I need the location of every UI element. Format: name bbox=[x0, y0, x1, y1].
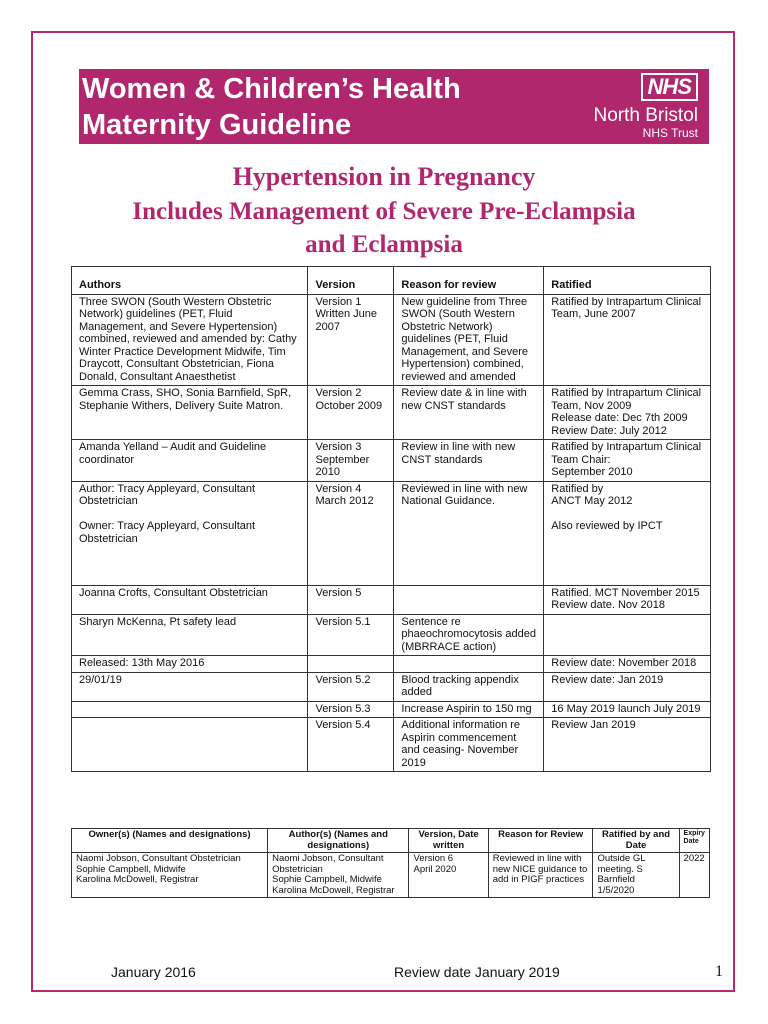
table-row bbox=[72, 656, 711, 673]
table-cell: Review date: November 2018 bbox=[544, 656, 711, 673]
table-cell: Version 6 April 2020 bbox=[409, 853, 488, 898]
column-header-authors: Authors bbox=[72, 267, 308, 295]
column-header-expiry: Expiry Date bbox=[679, 829, 709, 853]
table-cell: Review date & in line with new CNST standards bbox=[394, 386, 544, 440]
table-cell: Increase Aspirin to 150 mg bbox=[394, 701, 544, 718]
table-row bbox=[72, 585, 711, 614]
column-header-version-date: Version, Date written bbox=[409, 829, 488, 853]
table-cell: Version 5.4 bbox=[308, 718, 394, 772]
column-header-reason: Reason for review bbox=[394, 267, 544, 295]
table-cell: 29/01/19 bbox=[72, 672, 308, 701]
table-cell: Review in line with new CNST standards bbox=[394, 440, 544, 482]
banner-title-line1: Women & Children’s Health bbox=[82, 73, 461, 105]
table-cell bbox=[72, 718, 308, 772]
banner-title bbox=[82, 71, 461, 143]
table-cell: Ratified by Intrapartum Clinical Team Chair: September 2010 bbox=[544, 440, 711, 482]
page-number: 1 bbox=[715, 963, 723, 980]
current-version-table bbox=[71, 828, 710, 898]
column-header-ratified: Ratified bbox=[544, 267, 711, 295]
table-row bbox=[72, 481, 711, 585]
table-cell: Outside GL meeting. S Barnfield 1/5/2020 bbox=[593, 853, 679, 898]
table-cell: Reviewed in line with new National Guidance. bbox=[394, 481, 544, 585]
table-cell bbox=[544, 614, 711, 656]
table-cell bbox=[72, 701, 308, 718]
table-cell: Ratified by Intrapartum Clinical Team, June 2007 bbox=[544, 294, 711, 386]
table-cell: Version 4 March 2012 bbox=[308, 481, 394, 585]
document-title: Hypertension in Pregnancy bbox=[232, 162, 536, 191]
table-cell: Version 2 October 2009 bbox=[308, 386, 394, 440]
table-row bbox=[72, 853, 710, 898]
table-cell: Gemma Crass, SHO, Sonia Barnfield, SpR, Stephanie Withers, Delivery Suite Matron. bbox=[72, 386, 308, 440]
table-cell: Version 5.2 bbox=[308, 672, 394, 701]
table-cell: Version 5 bbox=[308, 585, 394, 614]
table-cell: Reviewed in line with new NICE guidance to add in PIGF practices bbox=[488, 853, 593, 898]
document-subtitle-line1: Includes Management of Severe Pre-Eclampsia bbox=[132, 198, 636, 225]
table-cell: Version 5.1 bbox=[308, 614, 394, 656]
document-subtitle-line2: and Eclampsia bbox=[305, 231, 463, 258]
table-cell: Review date: Jan 2019 bbox=[544, 672, 711, 701]
table-cell: Blood tracking appendix added bbox=[394, 672, 544, 701]
table-cell: Amanda Yelland – Audit and Guideline coordinator bbox=[72, 440, 308, 482]
version-history-table bbox=[71, 266, 711, 772]
column-header-owners: Owner(s) (Names and designations) bbox=[72, 829, 268, 853]
table-row bbox=[72, 672, 711, 701]
table-cell: Author: Tracy Appleyard, Consultant Obstetrician Owner: Tracy Appleyard, Consultant Obstetrician bbox=[72, 481, 308, 585]
table-cell bbox=[394, 656, 544, 673]
banner-title-line2: Maternity Guideline bbox=[82, 109, 352, 141]
header-banner bbox=[79, 69, 709, 144]
table-row bbox=[72, 701, 711, 718]
column-header-reason: Reason for Review bbox=[488, 829, 593, 853]
table-cell: Naomi Jobson, Consultant Obstetrician Sophie Campbell, Midwife Karolina McDowell, Registrar bbox=[72, 853, 268, 898]
column-header-ratified: Ratified by and Date bbox=[593, 829, 679, 853]
table-cell: Sentence re phaeochromocytosis added (MBRRACE action) bbox=[394, 614, 544, 656]
column-header-version: Version bbox=[308, 267, 394, 295]
table-row bbox=[72, 294, 711, 386]
table-cell: Released: 13th May 2016 bbox=[72, 656, 308, 673]
table-cell bbox=[308, 656, 394, 673]
table-cell bbox=[394, 585, 544, 614]
table-cell: Review Jan 2019 bbox=[544, 718, 711, 772]
table-cell: Three SWON (South Western Obstetric Network) guidelines (PET, Fluid Management, and Severe Hypertension) combined, reviewed and amended by: Cathy Winter Practice Development Midwife, Tim Draycott, Consultant Obstetrician, Fiona Donald, Consultant Anaesthetist bbox=[72, 294, 308, 386]
nhs-logo-org: North Bristol bbox=[593, 105, 698, 126]
table-cell: Version 3 September 2010 bbox=[308, 440, 394, 482]
nhs-logo-box: NHS bbox=[641, 73, 698, 101]
table-cell: Ratified by ANCT May 2012 Also reviewed by IPCT bbox=[544, 481, 711, 585]
nhs-logo-trust: NHS Trust bbox=[642, 126, 698, 140]
nhs-logo bbox=[593, 73, 698, 139]
table-cell: Ratified. MCT November 2015 Review date. Nov 2018 bbox=[544, 585, 711, 614]
table-header-row bbox=[72, 267, 711, 295]
table-cell: Version 5.3 bbox=[308, 701, 394, 718]
table-cell: Additional information re Aspirin commencement and ceasing- November 2019 bbox=[394, 718, 544, 772]
table-row bbox=[72, 440, 711, 482]
footer-review-date: Review date January 2019 bbox=[394, 964, 560, 980]
table-cell: 2022 bbox=[679, 853, 709, 898]
table-row bbox=[72, 386, 711, 440]
table-cell: 16 May 2019 launch July 2019 bbox=[544, 701, 711, 718]
column-header-authors: Author(s) (Names and designations) bbox=[268, 829, 409, 853]
table-cell: New guideline from Three SWON (South Western Obstetric Network) guidelines (PET, Fluid Management, and Severe Hypertension) combined, reviewed and amended bbox=[394, 294, 544, 386]
footer-date: January 2016 bbox=[111, 964, 196, 980]
table-cell: Version 1 Written June 2007 bbox=[308, 294, 394, 386]
table-cell: Naomi Jobson, Consultant Obstetrician Sophie Campbell, Midwife Karolina McDowell, Registrar bbox=[268, 853, 409, 898]
table-row bbox=[72, 718, 711, 772]
table-header-row bbox=[72, 829, 710, 853]
table-row bbox=[72, 614, 711, 656]
table-cell: Sharyn McKenna, Pt safety lead bbox=[72, 614, 308, 656]
table-cell: Joanna Crofts, Consultant Obstetrician bbox=[72, 585, 308, 614]
table-cell: Ratified by Intrapartum Clinical Team, Nov 2009 Release date: Dec 7th 2009 Review Date: July 2012 bbox=[544, 386, 711, 440]
